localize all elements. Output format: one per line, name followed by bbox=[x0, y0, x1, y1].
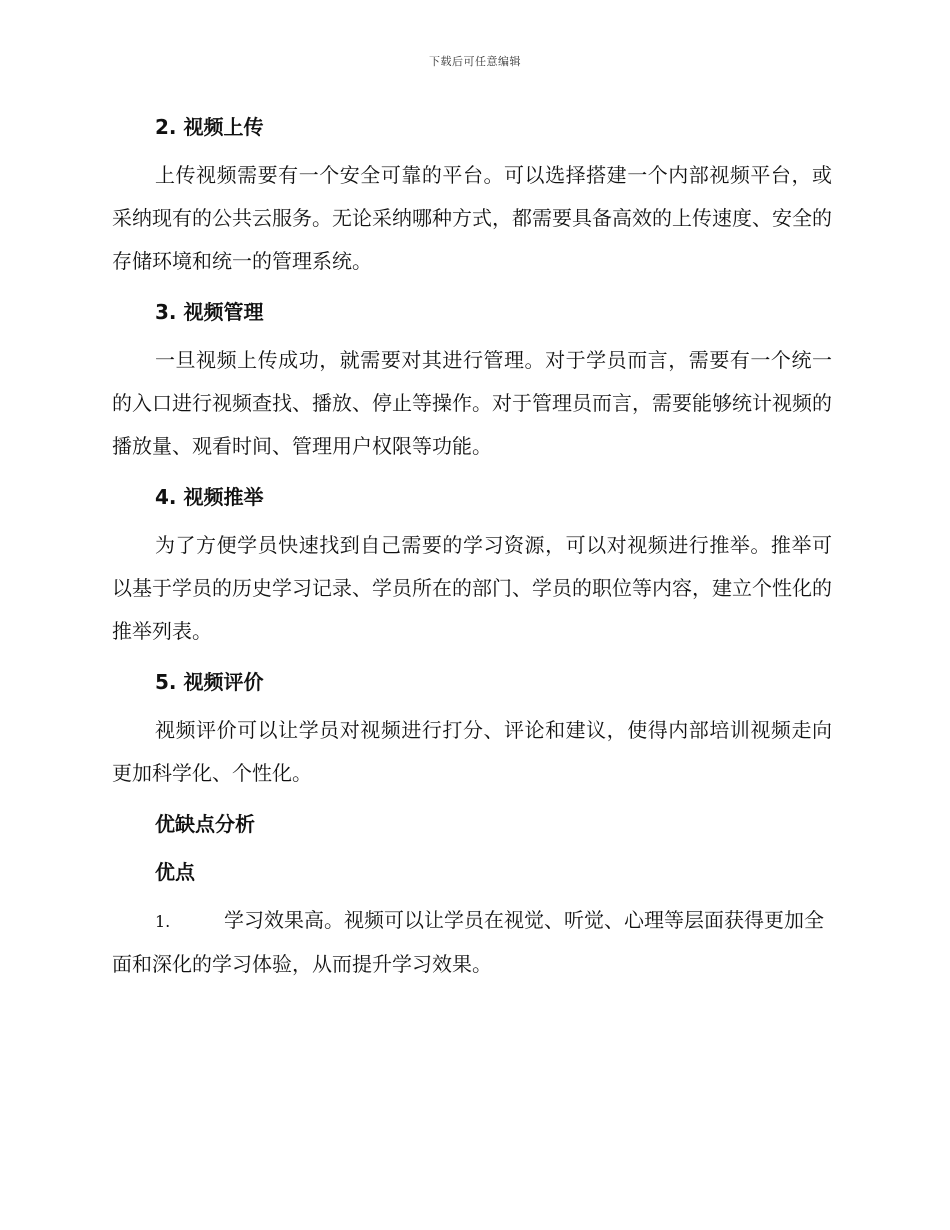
document-body bbox=[112, 110, 832, 986]
analysis-heading: 优缺点分析 bbox=[155, 812, 255, 836]
section-paragraph-upload: 上传视频需要有一个安全可靠的平台。可以选择搭建一个内部视频平台，或采纳现有的公共云服务。无论采纳哪种方式，都需要具备高效的上传速度、安全的存储环境和统一的管理系统。 bbox=[112, 163, 832, 273]
section-heading-upload: 2. 视频上传 bbox=[155, 115, 264, 139]
section-heading-evaluation: 5. 视频评价 bbox=[155, 670, 264, 694]
section-heading-management: 3. 视频管理 bbox=[155, 300, 264, 324]
list-item-number: 1. bbox=[155, 912, 171, 931]
advantages-subheading: 优点 bbox=[155, 860, 195, 884]
page-header: 下载后可任意编辑 bbox=[429, 55, 521, 68]
list-item-text: 学习效果高。视频可以让学员在视觉、听觉、心理等层面获得更加全面和深化的学习体验，从而提升学习效果。 bbox=[112, 908, 824, 976]
section-paragraph-evaluation: 视频评价可以让学员对视频进行打分、评论和建议，使得内部培训视频走向更加科学化、个性化。 bbox=[112, 718, 832, 785]
section-paragraph-management: 一旦视频上传成功，就需要对其进行管理。对于学员而言，需要有一个统一的入口进行视频查找、播放、停止等操作。对于管理员而言，需要能够统计视频的播放量、观看时间、管理用户权限等功能。 bbox=[112, 348, 832, 458]
section-heading-recommendation: 4. 视频推举 bbox=[155, 485, 264, 509]
section-paragraph-recommendation: 为了方便学员快速找到自己需要的学习资源，可以对视频进行推举。推举可以基于学员的历史学习记录、学员所在的部门、学员的职位等内容，建立个性化的推举列表。 bbox=[112, 533, 832, 643]
list-item bbox=[112, 899, 832, 986]
